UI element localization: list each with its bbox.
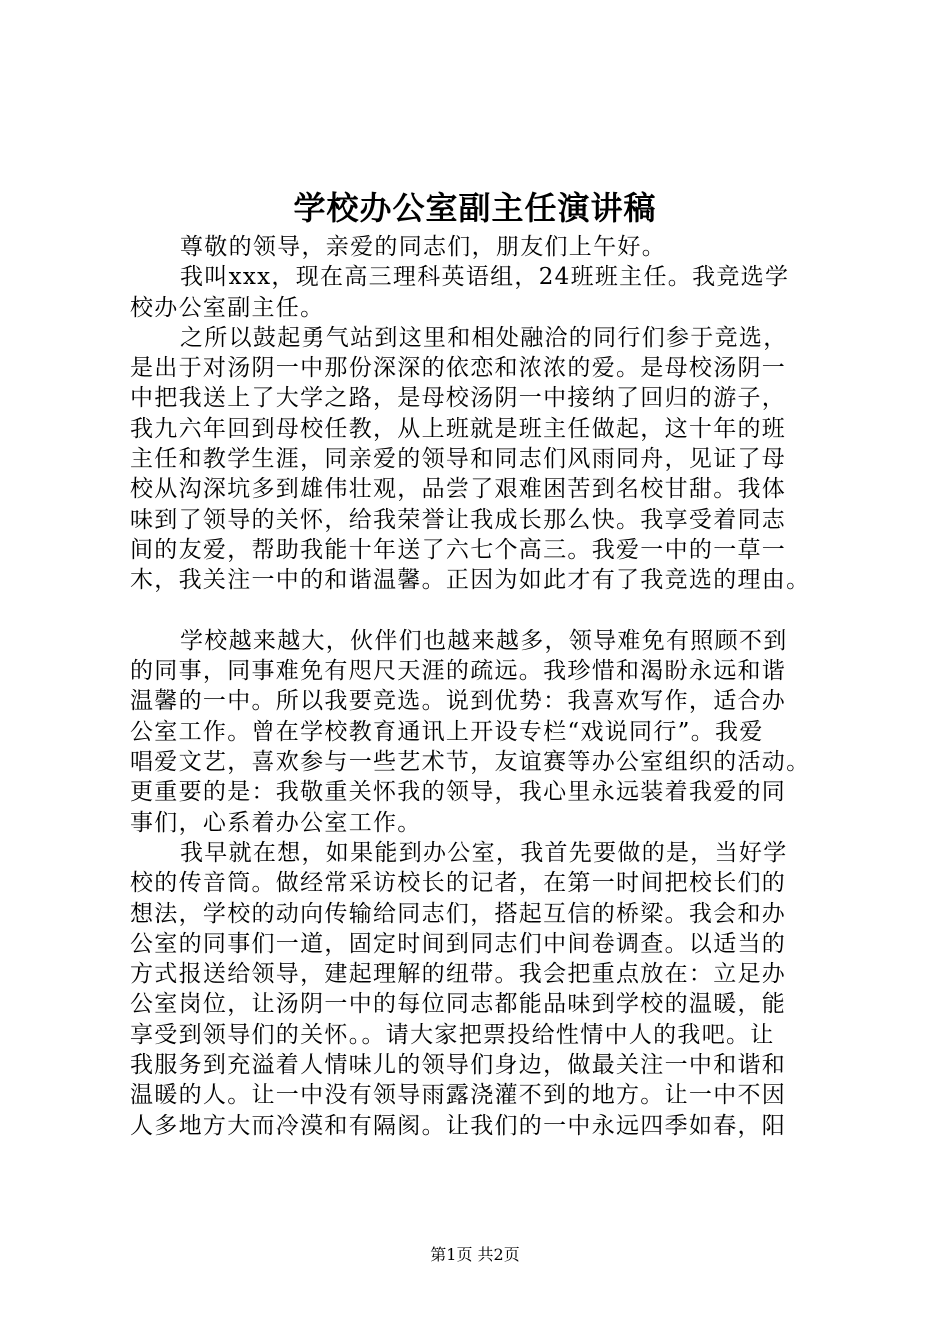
body-line: 校办公室副主任。 — [130, 294, 325, 321]
body-line: 是出于对汤阴一中那份深深的依恋和浓浓的爱。是母校汤阴一 — [130, 355, 787, 382]
body-line: 我早就在想，如果能到办公室，我首先要做的是，当好学 — [180, 839, 788, 866]
body-line: 中把我送上了大学之路，是母校汤阴一中接纳了回归的游子， — [130, 385, 787, 412]
body-line: 校从沟深坑多到雄伟壮观，品尝了艰难困苦到名校甘甜。我体 — [130, 476, 787, 503]
body-line: 学校越来越大，伙伴们也越来越多，领导难免有照顾不到 — [180, 627, 788, 654]
paragraph-gap — [130, 596, 848, 626]
body-line: 木，我关注一中的和谐温馨。正因为如此才有了我竞选的理由。 — [130, 567, 811, 594]
body-line: 想法，学校的动向传输给同志们，搭起互信的桥梁。我会和办 — [130, 900, 787, 927]
document-body — [130, 232, 848, 1141]
body-line: 方式报送给领导，建起理解的纽带。我会把重点放在：立足办 — [130, 961, 787, 988]
body-line: 我叫xxx，现在高三理科英语组，24班班主任。我竞选学 — [180, 264, 790, 291]
body-line: 之所以鼓起勇气站到这里和相处融洽的同行们参于竞选， — [180, 324, 788, 351]
body-line: 公室的同事们一道，固定时间到同志们中间卷调查。以适当的 — [130, 930, 787, 957]
body-line: 更重要的是：我敬重关怀我的领导，我心里永远装着我爱的同 — [130, 779, 787, 806]
document-title: 学校办公室副主任演讲稿 — [293, 189, 657, 227]
body-line: 的同事，同事难免有咫尺天涯的疏远。我珍惜和渴盼永远和谐 — [130, 658, 787, 685]
body-line: 温暖的人。让一中没有领导雨露浇灌不到的地方。让一中不因 — [130, 1082, 787, 1109]
body-line: 人多地方大而冷漠和有隔阂。让我们的一中永远四季如春，阳 — [130, 1112, 787, 1139]
body-line: 温馨的一中。所以我要竞选。说到优势：我喜欢写作，适合办 — [130, 688, 787, 715]
body-line: 我九六年回到母校任教，从上班就是班主任做起，这十年的班 — [130, 415, 787, 442]
body-line: 事们，心系着办公室工作。 — [130, 809, 422, 836]
body-line: 唱爱文艺，喜欢参与一些艺术节，友谊赛等办公室组织的活动。 — [130, 749, 811, 776]
body-line: 尊敬的领导，亲爱的同志们，朋友们上午好。 — [180, 234, 666, 260]
body-line: 主任和教学生涯，同亲爱的领导和同志们风雨同舟，见证了母 — [130, 446, 787, 473]
body-line: 间的友爱，帮助我能十年送了六七个高三。我爱一中的一草一 — [130, 536, 787, 563]
page-footer: 第1页 共2页 — [430, 1245, 520, 1264]
body-line: 我服务到充溢着人情味儿的领导们身边，做最关注一中和谐和 — [130, 1052, 787, 1079]
body-line: 公室岗位，让汤阴一中的每位同志都能品味到学校的温暖，能 — [130, 991, 787, 1018]
body-line: 味到了领导的关怀，给我荣誉让我成长那么快。我享受着同志 — [130, 506, 787, 533]
body-line: 公室工作。曾在学校教育通讯上开设专栏“戏说同行”。我爱 — [130, 718, 764, 745]
body-line: 享受到领导们的关怀。。请大家把票投给性情中人的我吧。让 — [130, 1021, 775, 1048]
body-line: 校的传音筒。做经常采访校长的记者，在第一时间把校长们的 — [130, 870, 787, 897]
